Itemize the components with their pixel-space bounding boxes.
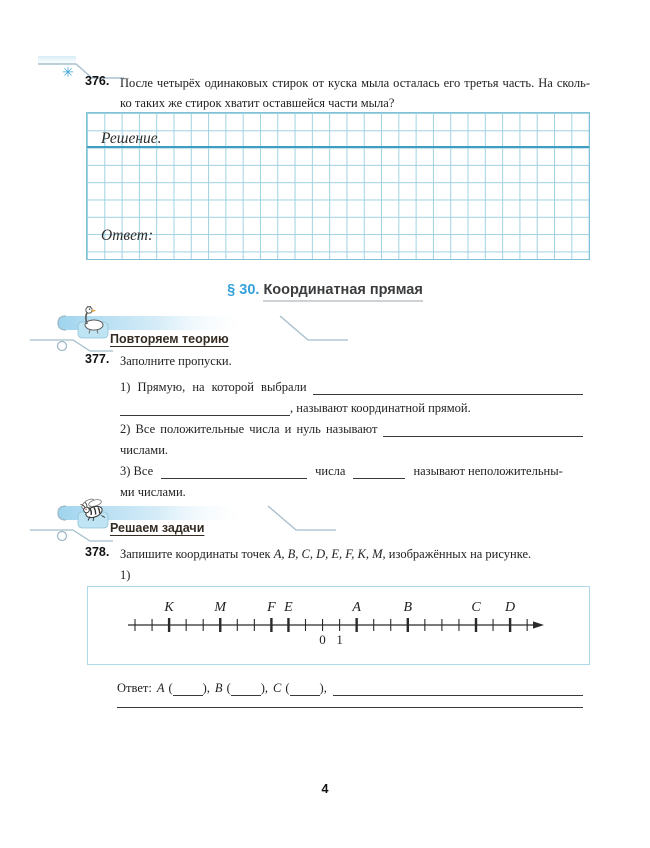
section-header [0,282,650,298]
paren: ), [319,681,327,695]
fill-6-text: ми числами. [120,485,186,499]
paren: ( [226,681,231,695]
point-label-C: C [471,600,481,615]
problem-number-376: 376. [85,74,110,88]
problem-378-point-letters: A, B, C, D, E, F, K, M, [273,547,386,561]
paren: ( [285,681,290,695]
blank-line [173,681,203,696]
banner-circle-decor [58,532,67,541]
problem-377-title: Заполните пропуски. [120,354,232,368]
fill-line-2 [120,399,583,416]
fill-1-text: 1) Прямую, на которой выбрали [120,380,307,394]
goose-icon [78,306,108,338]
paren: ( [168,681,173,695]
blank-line [161,464,307,479]
point-label-F: F [267,600,276,615]
page-number: 4 [321,782,329,796]
tasks-banner-label: Решаем задачи [110,521,205,535]
fill-3-text: 2) Все положительные числа и нуль называют [120,422,378,436]
answer-label-378: Ответ: [117,681,152,695]
answer-point-c: C [273,681,282,695]
banner-left-decor [30,530,113,541]
problem-378-title [120,544,590,564]
point-label-D: D [505,600,516,615]
fill-line-4 [120,441,583,458]
banner-tail-line [38,64,124,78]
banner-circle-decor [58,342,67,351]
answer-point-b: B [214,681,223,695]
blank-line [383,422,583,437]
blank-line [117,707,583,708]
fill-5-text-a: 3) Все [120,464,154,478]
fill-4-text: числами. [120,443,169,457]
blank-line [353,464,405,479]
problem-376-line1: После четырёх одинаковых стирок от куска мыла осталась его третья часть. На сколь- [120,76,590,90]
solution-grid [86,112,590,260]
answer-point-a: A [156,681,165,695]
theory-banner-label: Повторяем теорию [110,332,229,346]
problem-378-title-b: изображённых на рисунке. [388,547,532,561]
axis-number-1: 1 [336,632,343,647]
number-line-figure [87,586,590,665]
blank-line [120,401,290,416]
problem-376-line2: ко таких же стирок хватит оставшейся части мыла? [120,96,395,110]
problem-number-378: 378. [85,545,110,559]
answer-row-378 [117,679,583,696]
point-label-A: A [352,600,361,615]
blank-line [290,681,320,696]
subitem-label: 1) [120,568,131,582]
fill-line-1 [120,378,583,395]
problem-number-377: 377. [85,352,110,366]
banner-right-slope [280,316,348,340]
point-label-E: E [284,600,293,615]
problem-378-title-a: Запишите координаты точек [120,547,271,561]
fill-5-text-b: числа [315,464,346,478]
solution-label: Решение. [101,130,162,147]
fill-line-5 [120,462,583,479]
fill-2-text: , называют координатной прямой. [290,401,471,415]
answer-label-376: Ответ: [101,227,154,244]
section-number: § 30. [227,282,260,298]
fill-5-text-c: называют неположительны- [413,464,563,478]
axis-arrow [533,621,544,628]
fill-line-3 [120,420,583,437]
section-title: Координатная прямая [263,282,422,302]
banner-left-decor [30,340,113,351]
banner-fade-band [38,56,76,64]
blank-line [333,681,583,696]
blank-line [231,681,261,696]
number-line [88,587,586,661]
point-label-B: B [403,600,413,615]
blank-line [313,380,583,395]
paren: ), [202,681,210,695]
point-label-K: K [164,600,174,615]
point-label-M: M [214,600,227,615]
bee-icon [78,497,108,528]
axis-number-0: 0 [319,632,326,647]
snowflake-icon: ✳ [62,66,74,81]
writing-line [87,146,589,148]
problem-376-text [120,73,590,113]
paren: ), [260,681,269,695]
